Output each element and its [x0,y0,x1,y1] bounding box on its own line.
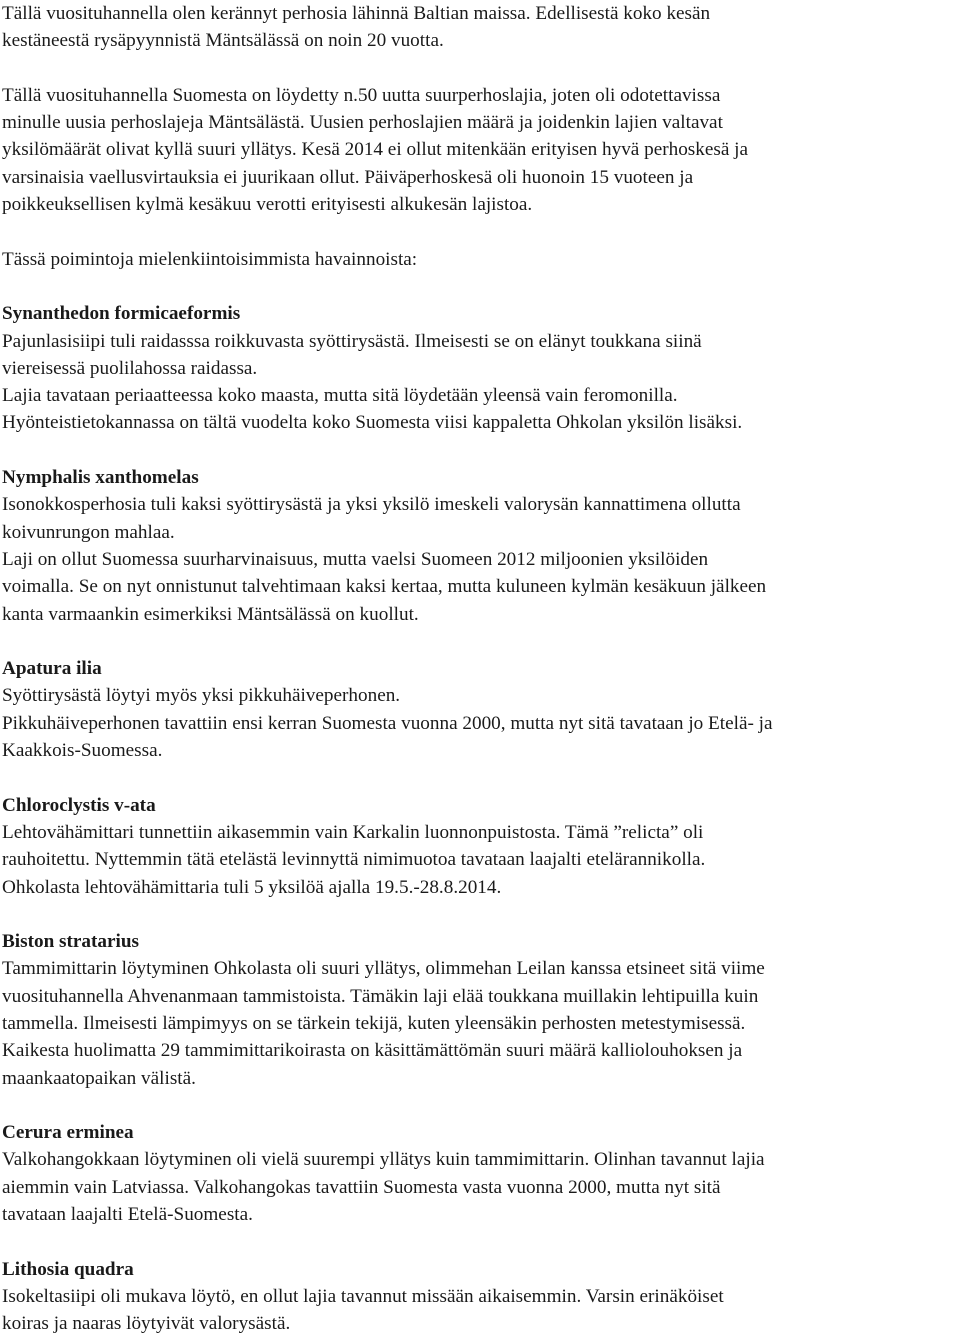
text-line: Kaakkois-Suomessa. [2,740,163,762]
species-section [2,1256,958,1338]
species-heading: Cerura erminea [2,1122,134,1144]
species-heading: Biston stratarius [2,931,139,953]
text-line: Tässä poimintoja mielenkiintoisimmista havainnoista: [2,248,418,270]
text-line: Ohkolasta lehtovähämittaria tuli 5 yksilöä ajalla 19.5.-28.8.2014. [2,876,502,898]
text-line: yksilömäärät olivat kyllä suuri yllätys. Kesä 2014 ei ollut mitenkään erityisen hyvä perhoskesä ja [2,139,748,161]
text-line: rauhoitettu. Nyttemmin tätä etelästä levinnyttä nimimuotoa tavataan laajalti etelärannikolla. [2,849,706,871]
text-line: aiemmin vain Latviassa. Valkohangokas tavattiin Suomesta vasta vuonna 2000, mutta nyt sitä [2,1176,721,1198]
paragraph-gap [2,901,958,928]
text-line: kestäneestä rysäpyynnistä Mäntsälässä on noin 20 vuotta. [2,30,444,52]
text-line: tammella. Ilmeisesti lämpimyys on se tärkein tekijä, kuten yleensäkin perhosten metestymisessä. [2,1012,746,1034]
text-line: viereisessä puolilahossa raidassa. [2,357,258,379]
species-section [2,655,958,764]
text-line: koiras ja naaras löytyivät valorysästä. [2,1313,291,1335]
intro-paragraph [2,82,958,218]
text-line: poikkeuksellisen kylmä kesäkuu verotti erityisesti alkukesän lajistoa. [2,194,533,216]
text-line: tavataan laajalti Etelä-Suomesta. [2,1204,253,1226]
text-line: varsinaisia vaellusvirtauksia ei juurikaan ollut. Päiväperhoskesä oli huonoin 15 vuoteen ja [2,166,694,188]
paragraph-gap [2,218,958,245]
text-line: vuosituhannella Ahvenanmaan tammistoista. Tämäkin laji elää toukkana muillakin lehtipuilla kuin [2,985,759,1007]
species-heading: Lithosia quadra [2,1258,134,1280]
text-line: Isonokkosperhosia tuli kaksi syöttirysästä ja yksi yksilö imeskeli valorysän kannattimena ollutta [2,494,741,516]
species-section [2,928,958,1092]
text-line: maankaatopaikan välistä. [2,1067,196,1089]
intro-paragraph [2,0,958,55]
text-line: Hyönteistietokannassa on tältä vuodelta koko Suomesta viisi kappaletta Ohkolan yksilön lisäksi. [2,412,743,434]
text-line: voimalla. Se on nyt onnistunut talvehtimaan kaksi kertaa, mutta kuluneen kylmän kesäkuun jälkeen [2,576,767,598]
species-section [2,792,958,901]
text-line: kanta varmaankin esimerkiksi Mäntsälässä on kuollut. [2,603,419,625]
species-section [2,300,958,436]
text-line: minulle uusia perhoslajeja Mäntsälästä. Uusien perhoslajien määrä ja joidenkin lajien valtavat [2,112,723,134]
paragraph-gap [2,273,958,300]
text-line: Pikkuhäiveperhonen tavattiin ensi kerran Suomesta vuonna 2000, mutta nyt sitä tavataan jo Etelä- ja [2,712,773,734]
intro-paragraph [2,246,958,273]
species-heading: Chloroclystis v-ata [2,794,156,816]
paragraph-gap [2,437,958,464]
text-line: Tällä vuosituhannella olen kerännyt perhosia lähinnä Baltian maissa. Edellisestä koko kesän [2,3,711,24]
text-line: Laji on ollut Suomessa suurharvinaisuus, mutta vaelsi Suomeen 2012 miljoonien yksilöiden [2,548,709,570]
species-heading: Nymphalis xanthomelas [2,467,199,489]
paragraph-gap [2,628,958,655]
text-line: Lajia tavataan periaatteessa koko maasta, mutta sitä löydetään yleensä vain feromonilla. [2,385,678,407]
text-line: Kaikesta huolimatta 29 tammimittarikoirasta on käsittämättömän suuri määrä kalliolouhoksen ja [2,1040,743,1062]
paragraph-gap [2,55,958,82]
paragraph-gap [2,764,958,791]
species-heading: Synanthedon formicaeformis [2,303,241,325]
text-line: Tällä vuosituhannella Suomesta on löydetty n.50 uutta suurperhoslajia, joten oli odotettavissa [2,84,721,106]
text-line: Isokeltasiipi oli mukava löytö, en ollut lajia tavannut missään aikaisemmin. Varsin erinäköiset [2,1285,724,1307]
species-section [2,1119,958,1228]
text-line: koivunrungon mahlaa. [2,521,175,543]
text-line: Tammimittarin löytyminen Ohkolasta oli suuri yllätys, olimmehan Leilan kanssa etsineet sitä viime [2,958,765,980]
paragraph-gap [2,1092,958,1119]
text-line: Lehtovähämittari tunnettiin aikasemmin vain Karkalin luonnonpuistosta. Tämä ”relicta” oli [2,821,704,843]
text-line: Pajunlasisiipi tuli raidasssa roikkuvasta syöttirysästä. Ilmeisesti se on elänyt toukkana siinä [2,330,702,352]
species-section [2,464,958,628]
text-line: Valkohangokkaan löytyminen oli vielä suurempi yllätys kuin tammimittarin. Olinhan tavannut lajia [2,1149,765,1171]
paragraph-gap [2,1228,958,1255]
species-heading: Apatura ilia [2,658,102,680]
text-line: Syöttirysästä löytyi myös yksi pikkuhäiveperhonen. [2,685,401,707]
